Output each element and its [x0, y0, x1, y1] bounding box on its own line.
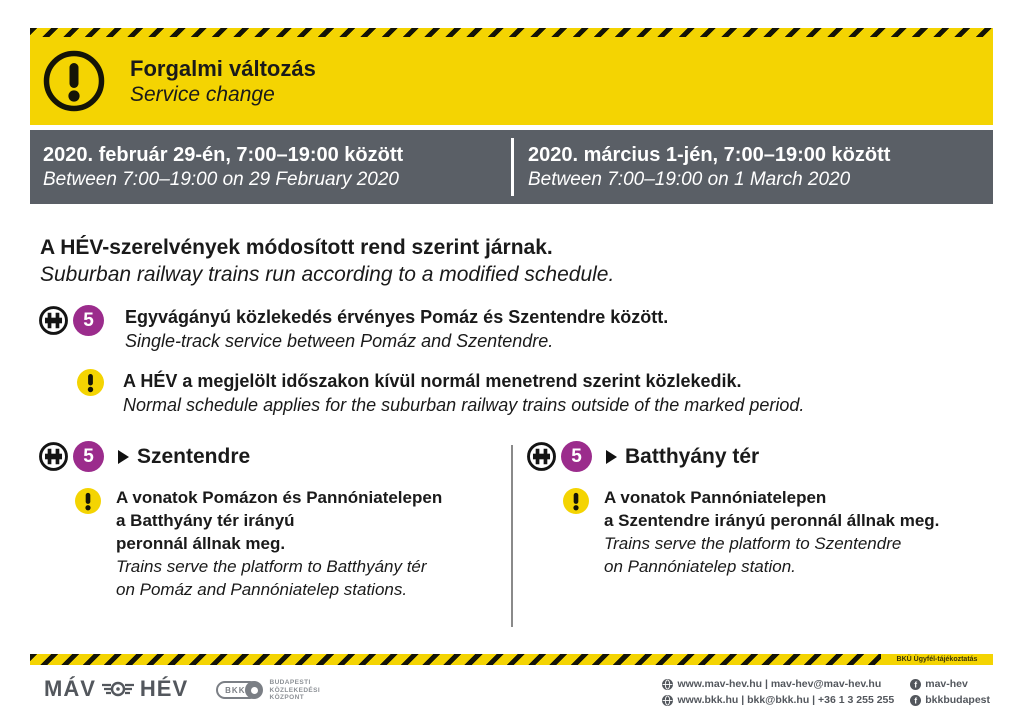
header-band [30, 37, 993, 125]
line-5-badge: 5 [73, 305, 104, 336]
date-band [30, 130, 993, 204]
bkk-logo [216, 679, 320, 702]
facebook-icon [910, 695, 921, 706]
line-5-badge: 5 [561, 441, 592, 472]
line-notice-en: Single-track service between Pomáz and Szentendre. [125, 331, 554, 351]
footer [30, 676, 993, 708]
bkk-org-name: BUDAPESTI KÖZLEKEDÉSI KÖZPONT [269, 679, 321, 701]
warning-icon [75, 488, 101, 514]
date-2-en: Between 7:00–19:00 on 1 March 2020 [528, 168, 851, 190]
column-note-hu: A vonatok Pomázon és Pannóniatelepen [116, 488, 443, 507]
column-note-hu: A vonatok Pannóniatelepen [604, 488, 827, 507]
line-notice [30, 305, 993, 353]
column-note-en: on Pomáz and Pannóniatelep stations. [116, 580, 408, 599]
date-period-1 [30, 130, 511, 204]
facebook-icon [910, 679, 921, 690]
svg-text:f: f [914, 695, 918, 706]
poster-body [30, 204, 993, 654]
warning-icon [563, 488, 589, 514]
hazard-stripe-top [30, 28, 993, 37]
direction-name: Batthyány tér [625, 444, 760, 468]
column-note-en: on Pannóniatelep station. [604, 557, 796, 576]
column-note-hu: a Szentendre irányú peronnál állnak meg. [604, 511, 940, 530]
warning-icon [42, 49, 106, 113]
hev-icon [526, 441, 557, 472]
column-note-en: Trains serve the platform to Szentendre [604, 534, 902, 553]
warning-notice [30, 369, 993, 417]
stripe-credit-label: BKÜ Ügyfél-tájékoztatás [881, 654, 993, 665]
hev-icon [38, 305, 69, 336]
intro-block [30, 234, 993, 288]
direction-arrow-icon [606, 450, 617, 464]
bkk-logo-dot [245, 681, 263, 699]
social-mav-hev: f mav-hev [910, 676, 990, 692]
intro-en: Suburban railway trains run according to a modified schedule. [40, 263, 615, 286]
poster-title-en: Service change [130, 82, 275, 106]
svg-text:f: f [914, 679, 918, 690]
date-1-hu: 2020. február 29-én, 7:00–19:00 között [43, 143, 404, 166]
contact-bkk: www.bkk.hu | bkk@bkk.hu | +36 1 3 255 255 [662, 692, 894, 708]
warning-notice-hu: A HÉV a megjelölt időszakon kívül normál menetrend szerint közlekedik. [123, 371, 742, 391]
service-change-poster [30, 28, 993, 708]
direction-arrow-icon [118, 450, 129, 464]
date-1-en: Between 7:00–19:00 on 29 February 2020 [43, 168, 399, 190]
column-note-en: Trains serve the platform to Batthyány tér [116, 557, 427, 576]
column-batthyany-ter [513, 441, 993, 631]
line-5-badge: 5 [73, 441, 104, 472]
date-2-hu: 2020. március 1-jén, 7:00–19:00 között [528, 143, 891, 166]
warning-notice-en: Normal schedule applies for the suburban railway trains outside of the marked period. [123, 395, 805, 415]
mav-wordmark: MÁV [44, 676, 96, 701]
globe-icon [662, 679, 673, 690]
column-note-hu: a Batthyány tér irányú [116, 511, 295, 530]
intro-hu: A HÉV-szerelvények módosított rend szerint járnak. [40, 236, 553, 259]
social-bkk: f bkkbudapest [910, 692, 990, 708]
poster-title-hu: Forgalmi változás [130, 55, 316, 81]
mav-hev-logo [44, 676, 188, 702]
mav-winged-wheel-icon [101, 680, 135, 698]
warning-icon [77, 369, 104, 396]
bkk-wordmark: BKK [216, 681, 259, 699]
direction-columns [30, 441, 993, 631]
hev-wordmark: HÉV [139, 676, 189, 701]
column-note-hu: peronnál állnak meg. [116, 534, 286, 553]
hev-icon [38, 441, 69, 472]
direction-name: Szentendre [137, 444, 251, 468]
date-period-2 [514, 130, 993, 204]
column-szentendre [30, 441, 511, 631]
footer-contacts [662, 676, 990, 708]
hazard-stripe-bottom [30, 654, 993, 665]
line-notice-hu: Egyvágányú közlekedés érvényes Pomáz és Szentendre között. [125, 307, 669, 327]
contact-mav-hev: www.mav-hev.hu | mav-hev@mav-hev.hu [662, 676, 894, 692]
globe-icon [662, 695, 673, 706]
